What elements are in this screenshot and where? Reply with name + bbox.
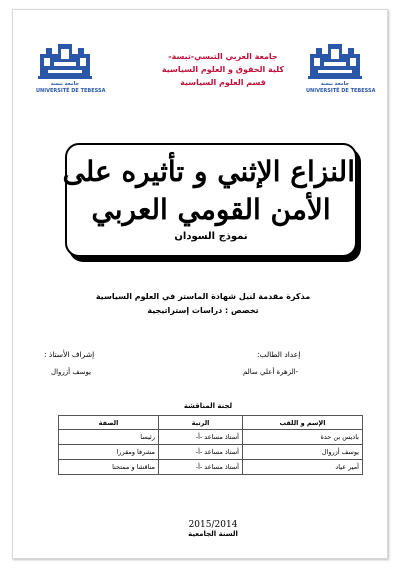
- supervisor-name: يوسف أزروال: [51, 368, 92, 376]
- memo-purpose: [53, 290, 353, 318]
- university-crest-icon: [36, 40, 94, 80]
- member-role: مشرفا ومقررا: [59, 445, 159, 460]
- table-row: [59, 445, 363, 460]
- university-crest-icon: [306, 40, 364, 80]
- header-role: الصفة: [59, 416, 159, 430]
- academic-year: [143, 520, 283, 538]
- supervisor-label: إشراف الأستاذ :: [44, 350, 95, 359]
- table-row: [59, 460, 363, 475]
- university-logo-left: [36, 40, 106, 94]
- member-rank: أستاذ مساعد -أ-: [159, 460, 243, 475]
- thesis-subtitle: نموذج السودان: [174, 231, 248, 242]
- department-name: قسم العلوم السياسية: [180, 78, 266, 87]
- academic-year-label: السنة الجامعية: [188, 530, 238, 538]
- thesis-title-line-2: الأمن القومي العربي: [91, 193, 331, 226]
- student-name: -الزهرة أعلي سالم: [243, 368, 299, 376]
- member-name: باديس بن حدة: [243, 430, 363, 445]
- member-rank: أستاذ مساعد -أ-: [159, 445, 243, 460]
- member-role: مناقشا و ممتحنا: [59, 460, 159, 475]
- memo-degree: مذكرة مقدمة لنيل شهادة الماستر في العلوم السياسية: [95, 292, 311, 301]
- university-header: [153, 50, 293, 89]
- member-name: أمير عياد: [243, 460, 363, 475]
- committee-table: [58, 415, 363, 475]
- logo-name-ar: جامعة تبسة: [50, 81, 80, 87]
- faculty-name: كلية الحقوق و العلوم السياسية: [161, 65, 285, 74]
- thesis-title-box: [62, 143, 357, 257]
- committee-title: لجنة المناقشة: [183, 402, 233, 410]
- member-rank: أستاذ مساعد -أ-: [159, 430, 243, 445]
- university-name: جامعة العربي التبسي-تبسة-: [168, 52, 278, 61]
- table-header-row: [59, 416, 363, 430]
- logo-name-ar: جامعة تبسة: [320, 81, 350, 87]
- member-name: يوسف أزروال: [243, 445, 363, 460]
- logo-name-fr: UNIVERSITÉ DE TEBESSA: [36, 88, 106, 94]
- header-name: الإسم و اللقب: [243, 416, 363, 430]
- document-page: [12, 9, 388, 559]
- header-rank: الرتبة: [159, 416, 243, 430]
- table-row: [59, 430, 363, 445]
- memo-specialization: تخصص : دراسات إستراتيجية: [147, 306, 259, 315]
- prepared-by-label: إعداد الطالب:: [257, 350, 301, 359]
- logo-name-fr: UNIVERSITÉ DE TEBESSA: [306, 88, 376, 94]
- thesis-title-line-1: النزاع الإثني و تأثيره على: [62, 155, 355, 188]
- member-role: رئيسا: [59, 430, 159, 445]
- university-logo-right: [306, 40, 376, 94]
- academic-year-value: 2015/2014: [188, 520, 238, 530]
